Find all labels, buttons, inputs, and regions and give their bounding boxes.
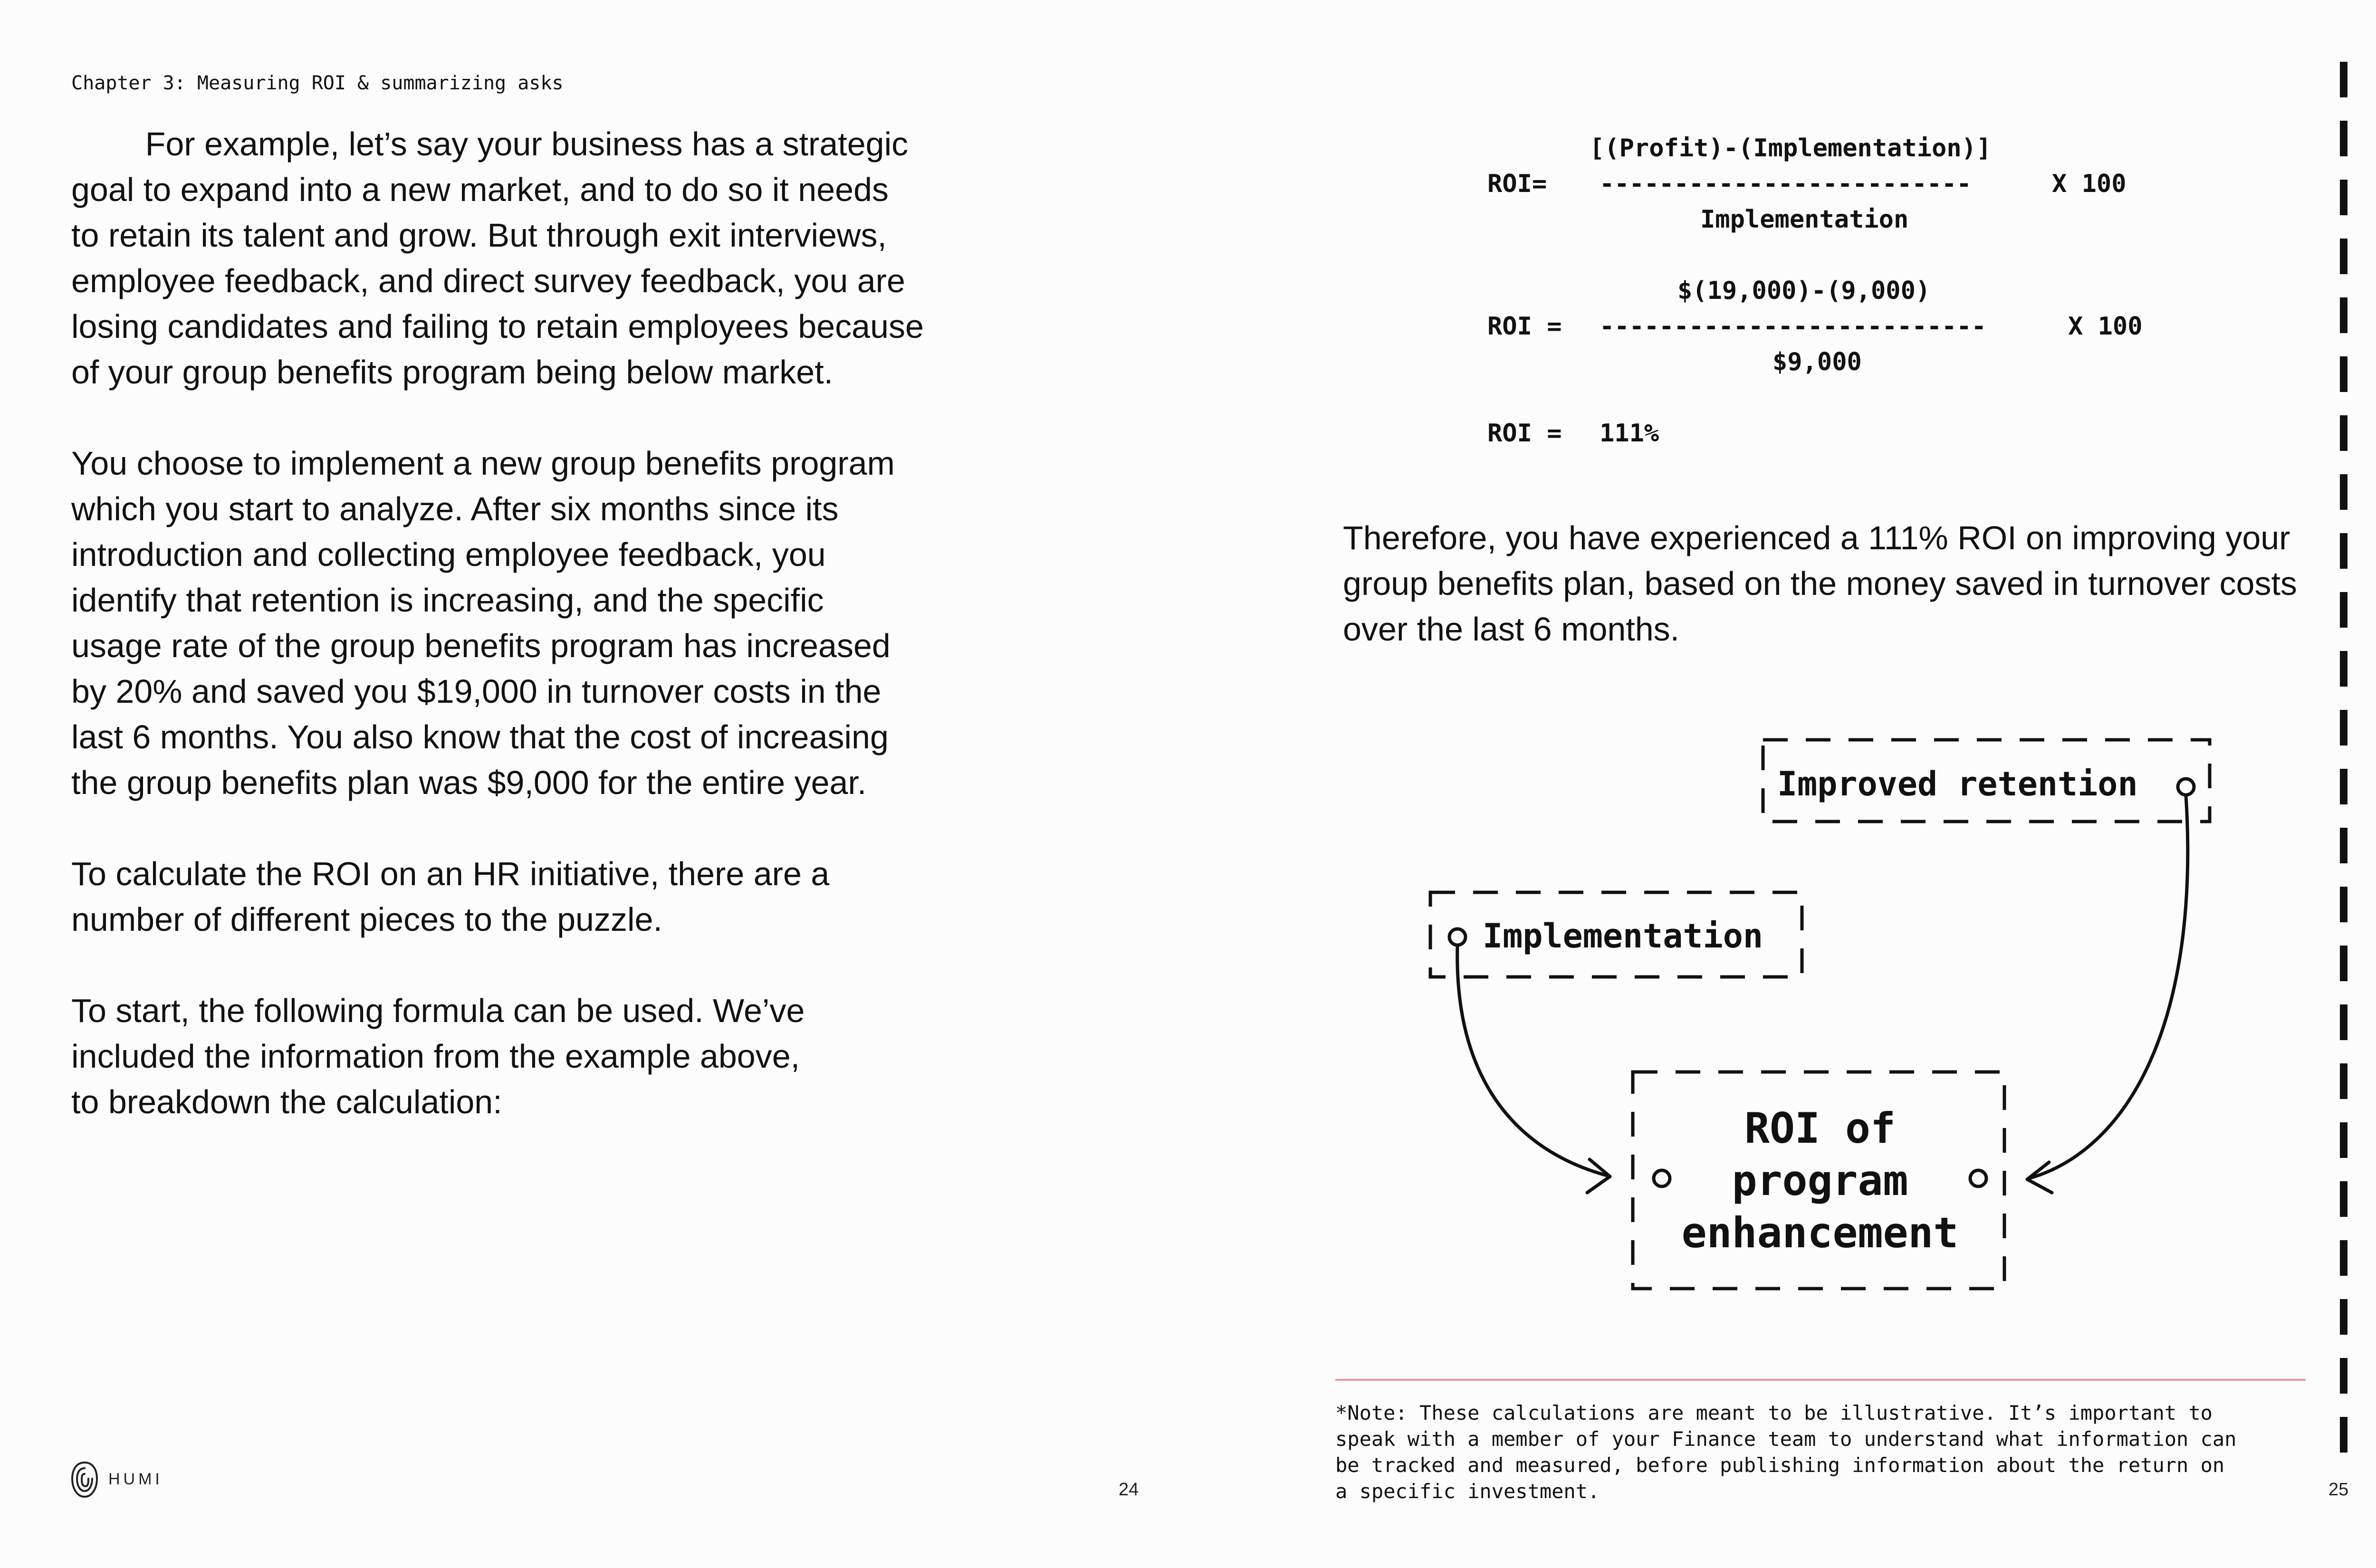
arrow-head-icon: [2027, 1162, 2052, 1193]
text-line: be tracked and measured, before publishing information about the return on: [1335, 1453, 2225, 1477]
formula-1-label: ROI=: [1487, 170, 1547, 198]
formula-2-label: ROI =: [1487, 312, 1562, 341]
text-line: losing candidates and failing to retain employees because: [71, 308, 924, 345]
retention-arrow: [2029, 795, 2188, 1178]
page-number-right: 25: [2328, 1480, 2349, 1500]
implementation-label: Implementation: [1483, 917, 1763, 956]
footnote: [1335, 1400, 2236, 1504]
text-line: a specific investment.: [1335, 1480, 1600, 1503]
text-line: over the last 6 months.: [1343, 611, 1680, 648]
brand-name: HUMI: [108, 1470, 163, 1488]
implementation-arrow: [1457, 946, 1609, 1176]
formula-2-denominator: $9,000: [1772, 348, 1862, 376]
text-line: usage rate of the group benefits program has increased: [71, 627, 891, 664]
result-value: 111%: [1600, 419, 1659, 448]
text-line: employee feedback, and direct survey feedback, you are: [71, 262, 905, 299]
result-label: ROI =: [1487, 419, 1562, 448]
text-line: included the information from the example above,: [71, 1038, 800, 1075]
text-line: identify that retention is increasing, and the specific: [71, 582, 824, 619]
text-line: Therefore, you have experienced a 111% ROI on improving your: [1343, 519, 2290, 556]
connector-dot-icon: [1449, 929, 1466, 945]
text-line: goal to expand into a new market, and to do so it needs: [71, 171, 889, 208]
page-number-left: 24: [1119, 1480, 1139, 1500]
text-line: last 6 months. You also know that the cost of increasing: [71, 718, 889, 755]
text-line: to retain its talent and grow. But through exit interviews,: [71, 217, 887, 254]
text-line: introduction and collecting employee feedback, you: [71, 536, 826, 573]
note-divider: [1335, 1379, 2306, 1381]
text-line: *Note: These calculations are meant to be illustrative. It’s important to: [1335, 1401, 2213, 1425]
text-line: speak with a member of your Finance team to understand what information can: [1335, 1427, 2237, 1451]
text-line: the group benefits plan was $9,000 for the entire year.: [71, 764, 867, 801]
text-line: number of different pieces to the puzzle.: [71, 901, 662, 938]
improved-retention-label: Improved retention: [1777, 765, 2138, 803]
roi-label-line: ROI of: [1744, 1104, 1896, 1153]
text-line: You choose to implement a new group benefits program: [71, 445, 895, 482]
formula-1-dashes: -------------------------: [1600, 170, 1972, 198]
text-line: group benefits plan, based on the money saved in turnover costs: [1343, 565, 2297, 602]
text-line: To calculate the ROI on an HR initiative, there are a: [71, 855, 830, 892]
connector-dot-icon: [2178, 779, 2194, 795]
formula-1-denominator: Implementation: [1700, 205, 1909, 234]
formula-1-multiplier: X 100: [2052, 170, 2127, 198]
text-line: by 20% and saved you $19,000 in turnover costs in the: [71, 673, 881, 710]
text-line: which you start to analyze. After six months since its: [71, 490, 839, 527]
formula-2-numerator: $(19,000)-(9,000): [1677, 277, 1931, 305]
roi-enhancement-label: [1654, 1093, 1986, 1269]
text-line: To start, the following formula can be used. We’ve: [71, 992, 805, 1029]
formula-2-dashes: --------------------------: [1600, 312, 1986, 341]
formula-1-numerator: [(Profit)-(Implementation)]: [1590, 134, 1992, 163]
text-line: to breakdown the calculation:: [71, 1083, 502, 1120]
roi-label-line: program: [1732, 1156, 1908, 1205]
text-line: of your group benefits program being below market.: [71, 354, 834, 391]
formula-2-multiplier: X 100: [2068, 312, 2143, 341]
chapter-header: Chapter 3: Measuring ROI & summarizing asks: [71, 72, 564, 94]
text-line: For example, let’s say your business has a strategic: [71, 125, 909, 163]
roi-label-line: enhancement: [1681, 1208, 1959, 1257]
